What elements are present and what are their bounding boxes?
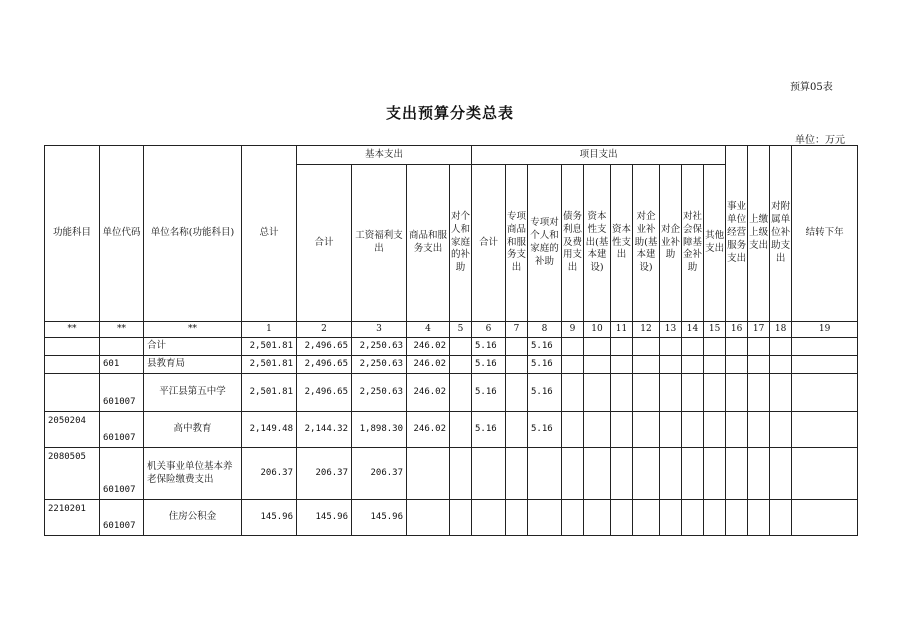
index-cell: 5 bbox=[450, 322, 472, 338]
index-cell: 17 bbox=[748, 322, 770, 338]
cell-unit-name: 机关事业单位基本养老保险缴费支出 bbox=[144, 448, 242, 500]
cell-func-code: 2050204 bbox=[45, 412, 100, 448]
cell-basic-wage: 2,250.63 bbox=[352, 356, 407, 374]
header-proj-personal: 专项对个人和家庭的补助 bbox=[528, 165, 562, 322]
header-proj-special: 专项商品和服务支出 bbox=[506, 165, 528, 322]
cell-proj-sum: 5.16 bbox=[472, 374, 506, 412]
table-row bbox=[45, 500, 858, 536]
cell-proj-sum: 5.16 bbox=[472, 356, 506, 374]
table-row bbox=[45, 356, 858, 374]
cell-basic-goods: 246.02 bbox=[407, 338, 450, 356]
table-row bbox=[45, 374, 858, 412]
index-cell: ** bbox=[144, 322, 242, 338]
header-unit-code: 单位代码 bbox=[100, 146, 144, 322]
index-cell: ** bbox=[45, 322, 100, 338]
header-project-group: 项目支出 bbox=[472, 146, 726, 165]
cell-proj-sum bbox=[472, 448, 506, 500]
cell-basic-sum: 145.96 bbox=[297, 500, 352, 536]
cell-basic-sum: 2,144.32 bbox=[297, 412, 352, 448]
index-cell: 16 bbox=[726, 322, 748, 338]
index-row bbox=[45, 322, 858, 338]
header-carry: 结转下年 bbox=[792, 146, 858, 322]
cell-unit-code: 601 bbox=[100, 356, 144, 374]
cell-basic-sum: 2,496.65 bbox=[297, 374, 352, 412]
index-cell: 8 bbox=[528, 322, 562, 338]
page-title: 支出预算分类总表 bbox=[385, 104, 514, 122]
header-proj-enterprise: 对企业补助 bbox=[660, 165, 682, 322]
header-subsidiary: 对附属单位补助支出 bbox=[770, 146, 792, 322]
table-row bbox=[45, 448, 858, 500]
cell-total: 206.37 bbox=[242, 448, 297, 500]
cell-func-code bbox=[45, 338, 100, 356]
cell-basic-wage: 1,898.30 bbox=[352, 412, 407, 448]
header-proj-enterprise-build: 对企业补助(基本建设) bbox=[633, 165, 660, 322]
index-cell: 11 bbox=[611, 322, 633, 338]
cell-basic-sum: 2,496.65 bbox=[297, 356, 352, 374]
header-total: 总计 bbox=[242, 146, 297, 322]
cell-basic-wage: 145.96 bbox=[352, 500, 407, 536]
index-cell: 13 bbox=[660, 322, 682, 338]
cell-total: 2,501.81 bbox=[242, 356, 297, 374]
index-cell: 3 bbox=[352, 322, 407, 338]
index-cell: 19 bbox=[792, 322, 858, 338]
index-cell: 1 bbox=[242, 322, 297, 338]
header-basic-sum: 合计 bbox=[297, 165, 352, 322]
cell-unit-code: 601007 bbox=[100, 374, 144, 412]
cell-func-code: 2210201 bbox=[45, 500, 100, 536]
header-unit-name: 单位名称(功能科目) bbox=[144, 146, 242, 322]
cell-basic-goods bbox=[407, 448, 450, 500]
cell-basic-goods bbox=[407, 500, 450, 536]
header-proj-capital-build: 资本性支出(基本建设) bbox=[584, 165, 611, 322]
cell-proj-personal: 5.16 bbox=[528, 412, 562, 448]
cell-unit-code: 601007 bbox=[100, 500, 144, 536]
cell-unit-code: 601007 bbox=[100, 448, 144, 500]
cell-basic-goods: 246.02 bbox=[407, 356, 450, 374]
index-cell: 4 bbox=[407, 322, 450, 338]
cell-total: 145.96 bbox=[242, 500, 297, 536]
header-proj-debt: 债务利息及费用支出 bbox=[562, 165, 584, 322]
cell-unit-name: 合计 bbox=[144, 338, 242, 356]
header-basic-group: 基本支出 bbox=[297, 146, 472, 165]
cell-proj-sum bbox=[472, 500, 506, 536]
index-cell: 15 bbox=[704, 322, 726, 338]
table-row bbox=[45, 338, 858, 356]
cell-basic-sum: 2,496.65 bbox=[297, 338, 352, 356]
index-cell: 14 bbox=[682, 322, 704, 338]
index-cell: 2 bbox=[297, 322, 352, 338]
index-cell: 12 bbox=[633, 322, 660, 338]
table-row bbox=[45, 412, 858, 448]
header-proj-other: 其他支出 bbox=[704, 165, 726, 322]
cell-basic-sum: 206.37 bbox=[297, 448, 352, 500]
cell-basic-wage: 206.37 bbox=[352, 448, 407, 500]
cell-total: 2,501.81 bbox=[242, 338, 297, 356]
cell-unit-code: 601007 bbox=[100, 412, 144, 448]
cell-basic-wage: 2,250.63 bbox=[352, 338, 407, 356]
cell-total: 2,149.48 bbox=[242, 412, 297, 448]
header-basic-goods: 商品和服务支出 bbox=[407, 165, 450, 322]
cell-basic-goods: 246.02 bbox=[407, 412, 450, 448]
cell-total: 2,501.81 bbox=[242, 374, 297, 412]
cell-func-code: 2080505 bbox=[45, 448, 100, 500]
index-cell: 10 bbox=[584, 322, 611, 338]
cell-unit-name: 平江县第五中学 bbox=[144, 374, 242, 412]
cell-proj-personal: 5.16 bbox=[528, 374, 562, 412]
header-proj-social: 对社会保障基金补助 bbox=[682, 165, 704, 322]
unit-label: 单位：万元 bbox=[795, 135, 845, 146]
cell-proj-sum: 5.16 bbox=[472, 338, 506, 356]
cell-proj-sum: 5.16 bbox=[472, 412, 506, 448]
header-proj-capital: 资本性支出 bbox=[611, 165, 633, 322]
index-cell: ** bbox=[100, 322, 144, 338]
header-superior: 上缴上级支出 bbox=[748, 146, 770, 322]
index-cell: 18 bbox=[770, 322, 792, 338]
cell-proj-personal: 5.16 bbox=[528, 356, 562, 374]
cell-unit-name: 县教育局 bbox=[144, 356, 242, 374]
cell-basic-wage: 2,250.63 bbox=[352, 374, 407, 412]
cell-proj-personal bbox=[528, 448, 562, 500]
cell-proj-personal bbox=[528, 500, 562, 536]
cell-basic-goods: 246.02 bbox=[407, 374, 450, 412]
cell-unit-code bbox=[100, 338, 144, 356]
header-basic-personal: 对个人和家庭的补助 bbox=[450, 165, 472, 322]
header-func-code: 功能科目 bbox=[45, 146, 100, 322]
header-basic-wage: 工资福利支出 bbox=[352, 165, 407, 322]
form-number-label: 预算05表 bbox=[790, 82, 833, 93]
cell-unit-name: 高中教育 bbox=[144, 412, 242, 448]
cell-func-code bbox=[45, 374, 100, 412]
header-proj-sum: 合计 bbox=[472, 165, 506, 322]
cell-unit-name: 住房公积金 bbox=[144, 500, 242, 536]
expenditure-table bbox=[44, 145, 858, 536]
index-cell: 7 bbox=[506, 322, 528, 338]
index-cell: 6 bbox=[472, 322, 506, 338]
index-cell: 9 bbox=[562, 322, 584, 338]
cell-proj-personal: 5.16 bbox=[528, 338, 562, 356]
cell-func-code bbox=[45, 356, 100, 374]
header-business: 事业单位经营服务支出 bbox=[726, 146, 748, 322]
